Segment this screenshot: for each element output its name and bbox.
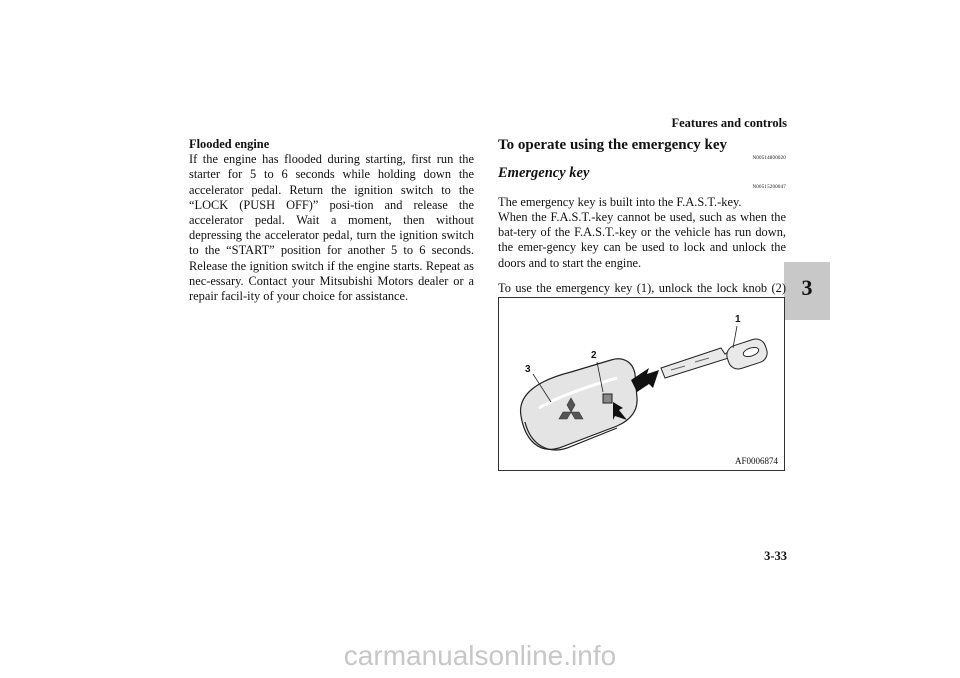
page-number: 3-33 xyxy=(764,549,787,563)
callout-2: 2 xyxy=(591,350,597,361)
key-illustration xyxy=(499,298,786,472)
flooded-engine-heading: Flooded engine xyxy=(189,137,270,151)
left-column xyxy=(189,137,474,304)
section-code: N00514800020 xyxy=(752,156,786,162)
fob-body xyxy=(521,359,638,450)
chapter-tab xyxy=(784,262,830,320)
paragraph-2: When the F.A.S.T.-key cannot be used, such as when the bat-tery of the F.A.S.T.-key or the vehicle has run down, the emer-gency key can be used to lock and unlock the doors and to start the engine. xyxy=(498,210,786,270)
paragraph-3: To use the emergency key (1), unlock the lock knob (2) xyxy=(498,280,786,295)
right-column xyxy=(498,138,786,311)
paragraph-1: The emergency key is built into the F.A.S.T.-key. xyxy=(498,194,742,209)
emergency-key xyxy=(661,336,770,378)
section-title: To operate using the emergency key xyxy=(498,137,727,153)
subsection-title: Emergency key xyxy=(498,165,590,182)
emergency-key-figure xyxy=(498,297,785,471)
right-arrow-icon xyxy=(631,368,659,392)
subsection-code: N00515200047 xyxy=(752,184,786,190)
page-header: Features and controls xyxy=(671,116,787,130)
callout-3: 3 xyxy=(525,364,531,375)
chapter-tab-number: 3 xyxy=(801,275,813,300)
watermark: carmanualsonline.info xyxy=(343,640,617,671)
callout-1: 1 xyxy=(735,314,741,325)
flooded-engine-body: If the engine has flooded during starting, first run the starter for 5 to 6 seconds while holding down the accelerator pedal. Return the ignition switch to the “LOCK (PUSH OFF)” posi-tion and release the accelerator pedal. Wait a moment, then without depressing the accelerator pedal, turn the ignition switch to the “START” position for another 5 to 6 seconds. Release the ignition switch if the engine starts. Repeat as nec-essary. Contact your Mitsubishi Motors dealer or a repair facil-ity of your choice for assistance. xyxy=(189,152,474,304)
figure-code: AF0006874 xyxy=(734,456,778,466)
lock-knob xyxy=(603,394,612,403)
